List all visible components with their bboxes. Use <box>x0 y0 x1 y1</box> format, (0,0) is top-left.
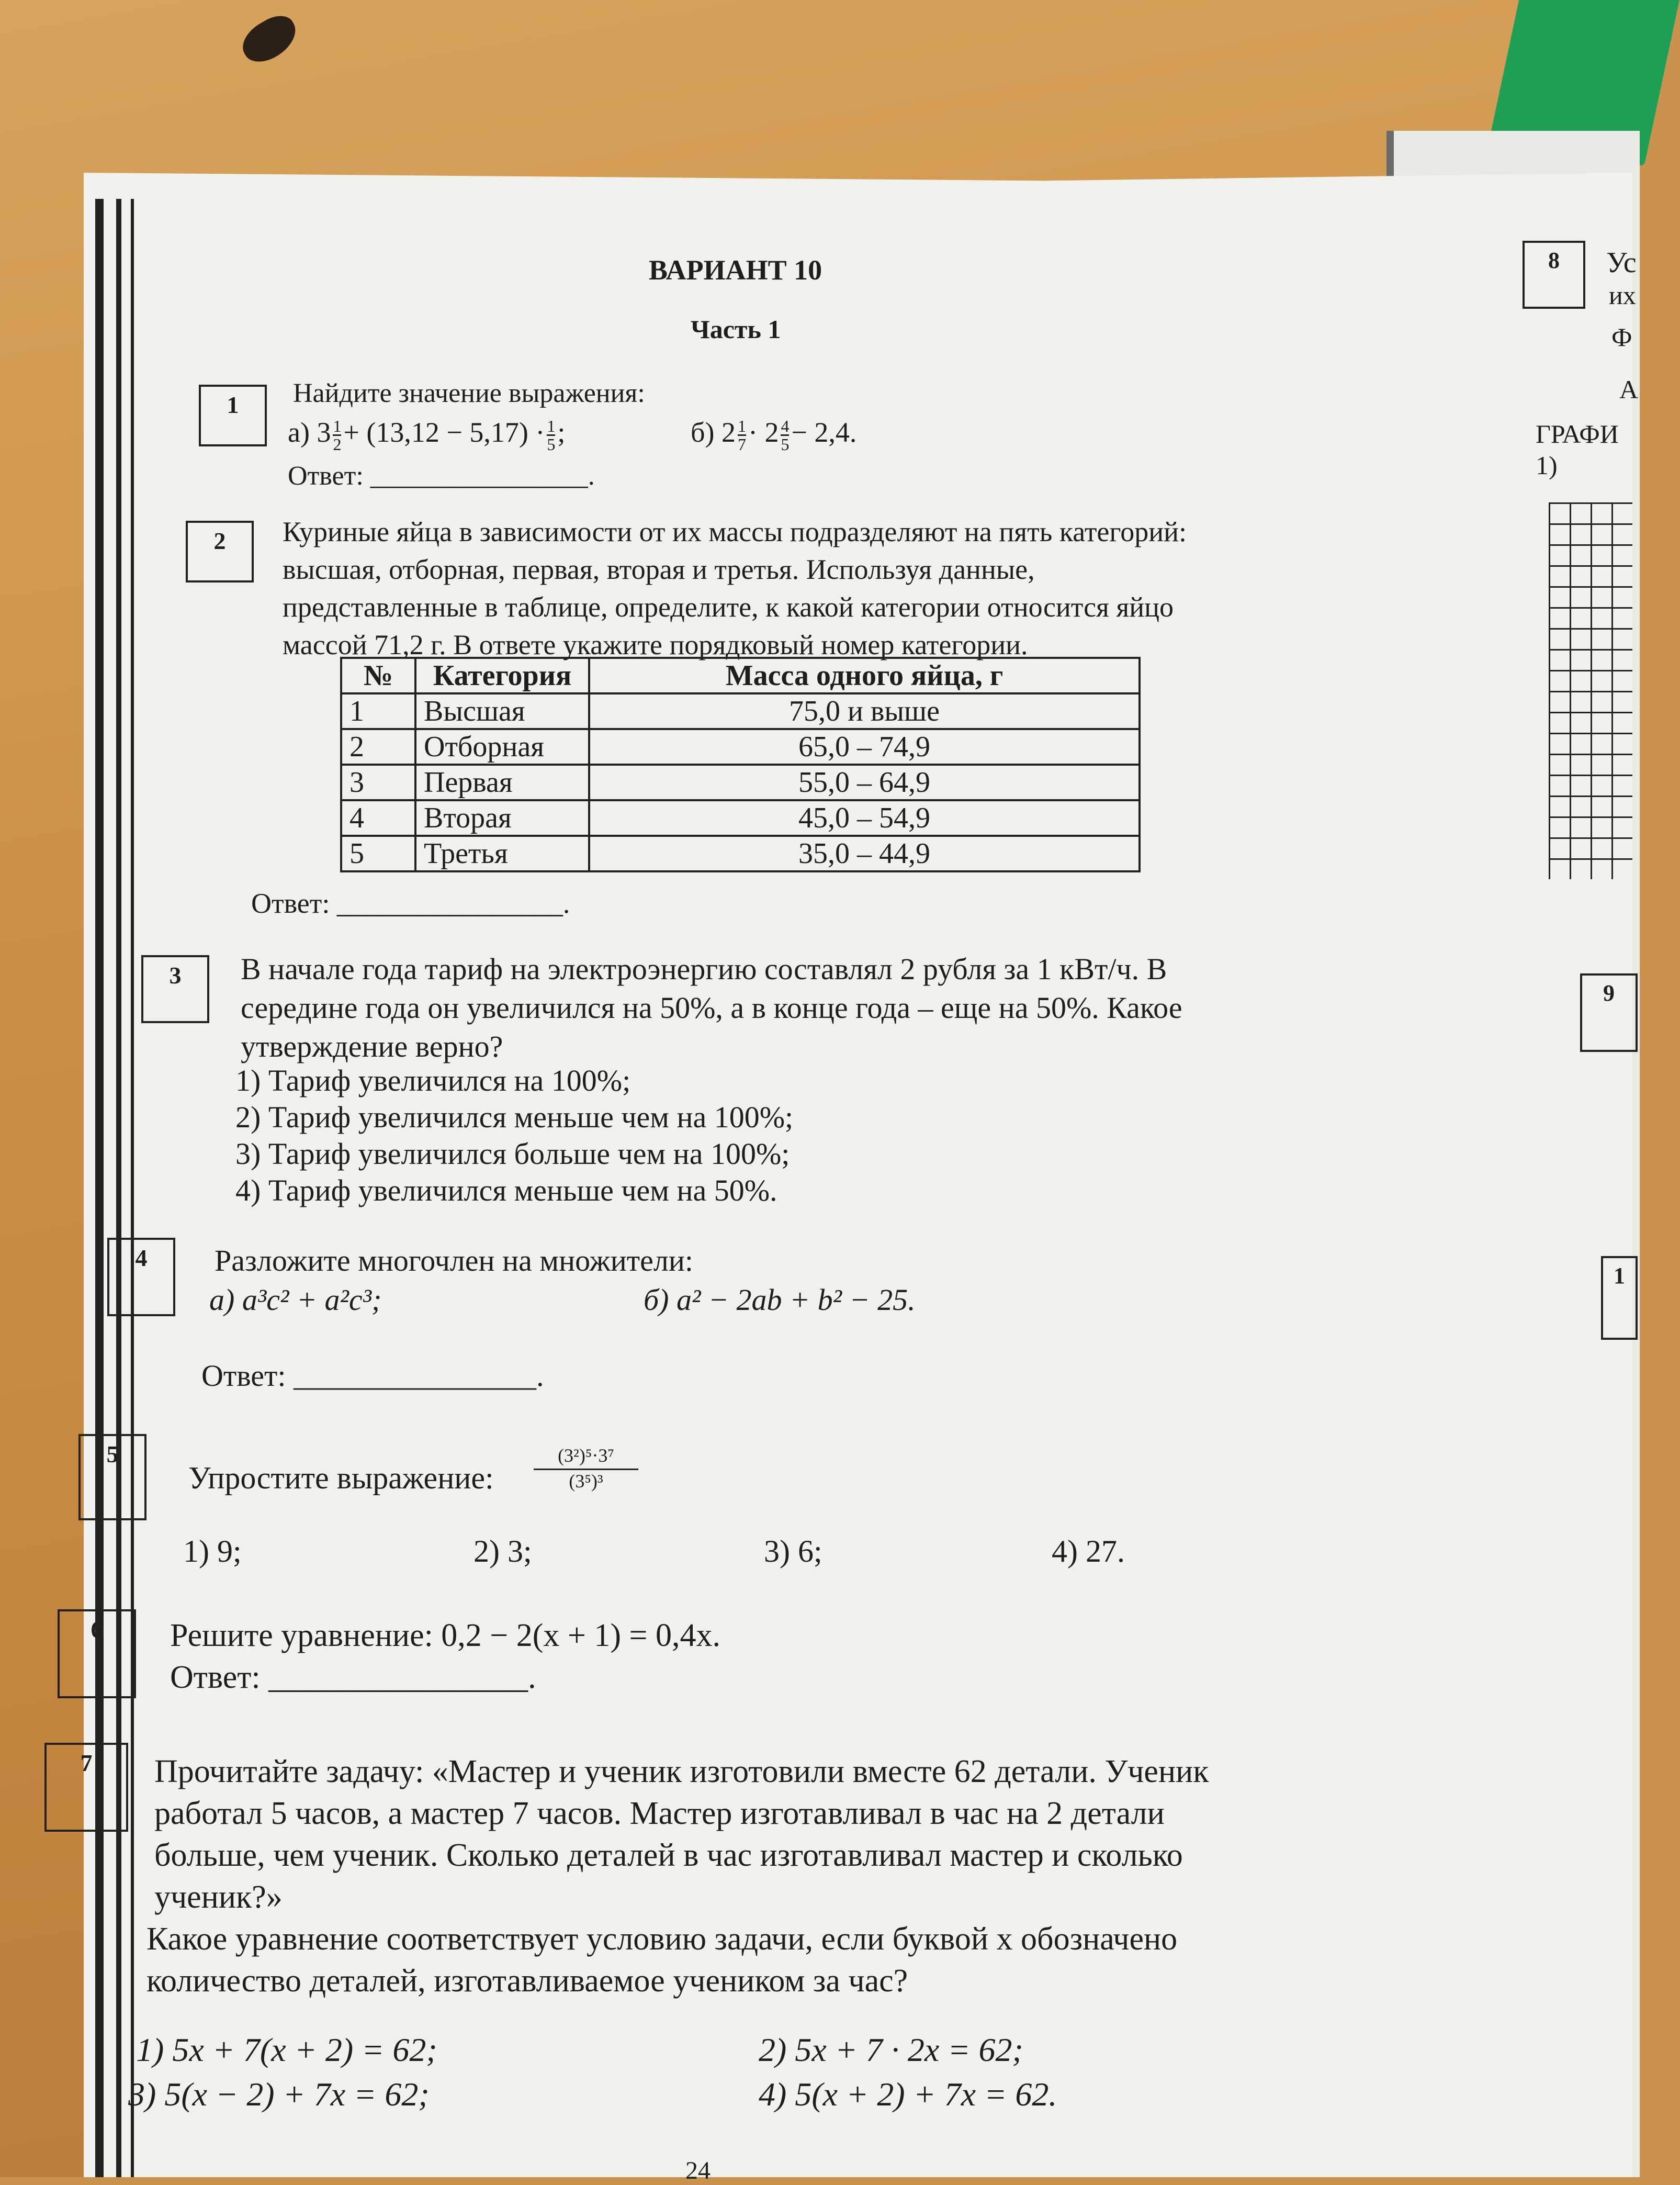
option-1: 1) Тариф увеличился на 100%; <box>235 1063 631 1097</box>
fraction-numerator: (3²)⁵·3⁷ <box>558 1445 614 1466</box>
table-cell: 5 <box>341 836 415 871</box>
egg-category-table <box>340 657 1141 872</box>
q4-answer-line: Ответ: ________________. <box>201 1359 544 1393</box>
table-cell: 3 <box>341 765 415 800</box>
q6-answer-line: Ответ: ________________. <box>170 1660 536 1695</box>
table-cell: 4 <box>341 800 415 836</box>
q1-answer-line: Ответ: ________________. <box>288 461 595 491</box>
q7-question: Какое уравнение соответствует условию задачи, если буквой x обозначено количество деталей, изготавливаемое учеником за час? <box>146 1921 1178 1999</box>
right-text-fragment: Ус <box>1606 246 1637 279</box>
margin-line <box>95 199 104 2177</box>
q4-part-a: а) a³c² + a²c³; <box>209 1283 382 1317</box>
q5-option-3: 3) 6; <box>764 1534 822 1568</box>
right-text-fragment: А <box>1619 375 1639 404</box>
q2-answer-line: Ответ: ________________. <box>251 888 570 919</box>
table-cell: Первая <box>415 765 589 800</box>
question-number-4: 4 <box>107 1238 175 1316</box>
graph-label: ГРАФИ <box>1536 419 1619 449</box>
q1-part-a: а) 3 $\frac{1}{2}$ + (13,12 − 5,17) · $\frac{1}{5}$ ; <box>288 417 566 454</box>
right-text-fragment: их <box>1609 281 1636 310</box>
q6-text: Решите уравнение: 0,2 − 2(x + 1) = 0,4x. <box>170 1618 721 1653</box>
q5-option-4: 4) 27. <box>1052 1534 1125 1568</box>
table-header-cell: Масса одного яйца, г <box>589 658 1140 693</box>
table-header-cell: № <box>341 658 415 693</box>
table-cell: 35,0 – 44,9 <box>589 836 1140 871</box>
q4-part-b: б) a² − 2ab + b² − 25. <box>644 1283 916 1317</box>
part-title: Часть 1 <box>691 315 781 344</box>
q1-part-b: б) 2 $\frac{1}{7}$ · 2 $\frac{4}{5}$ − 2,4. <box>691 417 857 454</box>
table-header-row <box>341 658 1140 693</box>
right-question-number-9: 9 <box>1580 973 1638 1052</box>
table-header-cell: Категория <box>415 658 589 693</box>
q7-option-2: 2) 5x + 7 · 2x = 62; <box>759 2031 1023 2068</box>
page-title: ВАРИАНТ 10 <box>649 254 822 286</box>
q1-text: Найдите значение выражения: <box>293 378 645 408</box>
right-text-fragment: Ф <box>1611 322 1632 352</box>
option-2: 2) Тариф увеличился меньше чем на 100%; <box>235 1100 794 1134</box>
question-number-2: 2 <box>186 521 254 582</box>
question-number-7: 7 <box>44 1743 128 1832</box>
question-number-1: 1 <box>199 385 267 446</box>
q5-option-2: 2) 3; <box>473 1534 532 1568</box>
q7-text: Прочитайте задачу: «Мастер и ученик изготовили вместе 62 детали. Ученик работал 5 часов, а мастер 7 часов. Мастер изготавливал в час на 2 детали больше, чем ученик. Сколько деталей в час изготавливал мастер и сколько ученик?» <box>154 1754 1209 1915</box>
q7-option-4: 4) 5(x + 2) + 7x = 62. <box>759 2076 1057 2113</box>
q3-options <box>235 1062 1125 1209</box>
margin-line <box>131 199 134 2177</box>
table-cell: 2 <box>341 729 415 765</box>
option-4: 4) Тариф увеличился меньше чем на 50%. <box>235 1173 777 1207</box>
q7-option-3: 3) 5(x − 2) + 7x = 62; <box>128 2076 430 2113</box>
table-row <box>341 836 1140 871</box>
q5-option-1: 1) 9; <box>183 1534 242 1568</box>
right-question-number-10: 1 <box>1601 1256 1638 1340</box>
table-cell: 55,0 – 64,9 <box>589 765 1140 800</box>
table-row <box>341 800 1140 836</box>
graph-item: 1) <box>1536 451 1558 480</box>
table-cell: Третья <box>415 836 589 871</box>
table-cell: 1 <box>341 693 415 729</box>
option-3: 3) Тариф увеличился больше чем на 100%; <box>235 1137 790 1171</box>
fraction-denominator: (3⁵)³ <box>534 1469 638 1492</box>
q3-text: В начале года тариф на электроэнергию составлял 2 рубля за 1 кВт/ч. В середине года он увеличился на 50%, а в конце года – еще на 50%. Какое утверждение верно? <box>241 952 1182 1063</box>
table-row <box>341 729 1140 765</box>
question-number-3: 3 <box>141 955 209 1023</box>
margin-line <box>116 199 121 2177</box>
table-row <box>341 693 1140 729</box>
table-cell: 75,0 и выше <box>589 693 1140 729</box>
q5-text: Упростите выражение: <box>188 1461 494 1495</box>
table-cell: Высшая <box>415 693 589 729</box>
table-row <box>341 765 1140 800</box>
q4-text: Разложите многочлен на множители: <box>215 1243 693 1278</box>
q2-text: Куриные яйца в зависимости от их массы подразделяют на пять категорий: высшая, отборная, первая, вторая и третья. Используя данные, представленные в таблице, определите, к какой категории относится яйцо массой 71,2 г. В ответе укажите порядковый номер категории. <box>283 516 1187 660</box>
q7-option-1: 1) 5x + 7(x + 2) = 62; <box>136 2031 437 2068</box>
graph-grid <box>1549 502 1632 879</box>
q5-fraction <box>534 1444 638 1492</box>
right-question-number-8: 8 <box>1523 241 1585 309</box>
question-number-6: 6 <box>58 1609 136 1698</box>
table-cell: 45,0 – 54,9 <box>589 800 1140 836</box>
page-number: 24 <box>685 2157 711 2184</box>
question-number-5: 5 <box>78 1434 146 1520</box>
table-cell: Вторая <box>415 800 589 836</box>
table-cell: Отборная <box>415 729 589 765</box>
table-cell: 65,0 – 74,9 <box>589 729 1140 765</box>
